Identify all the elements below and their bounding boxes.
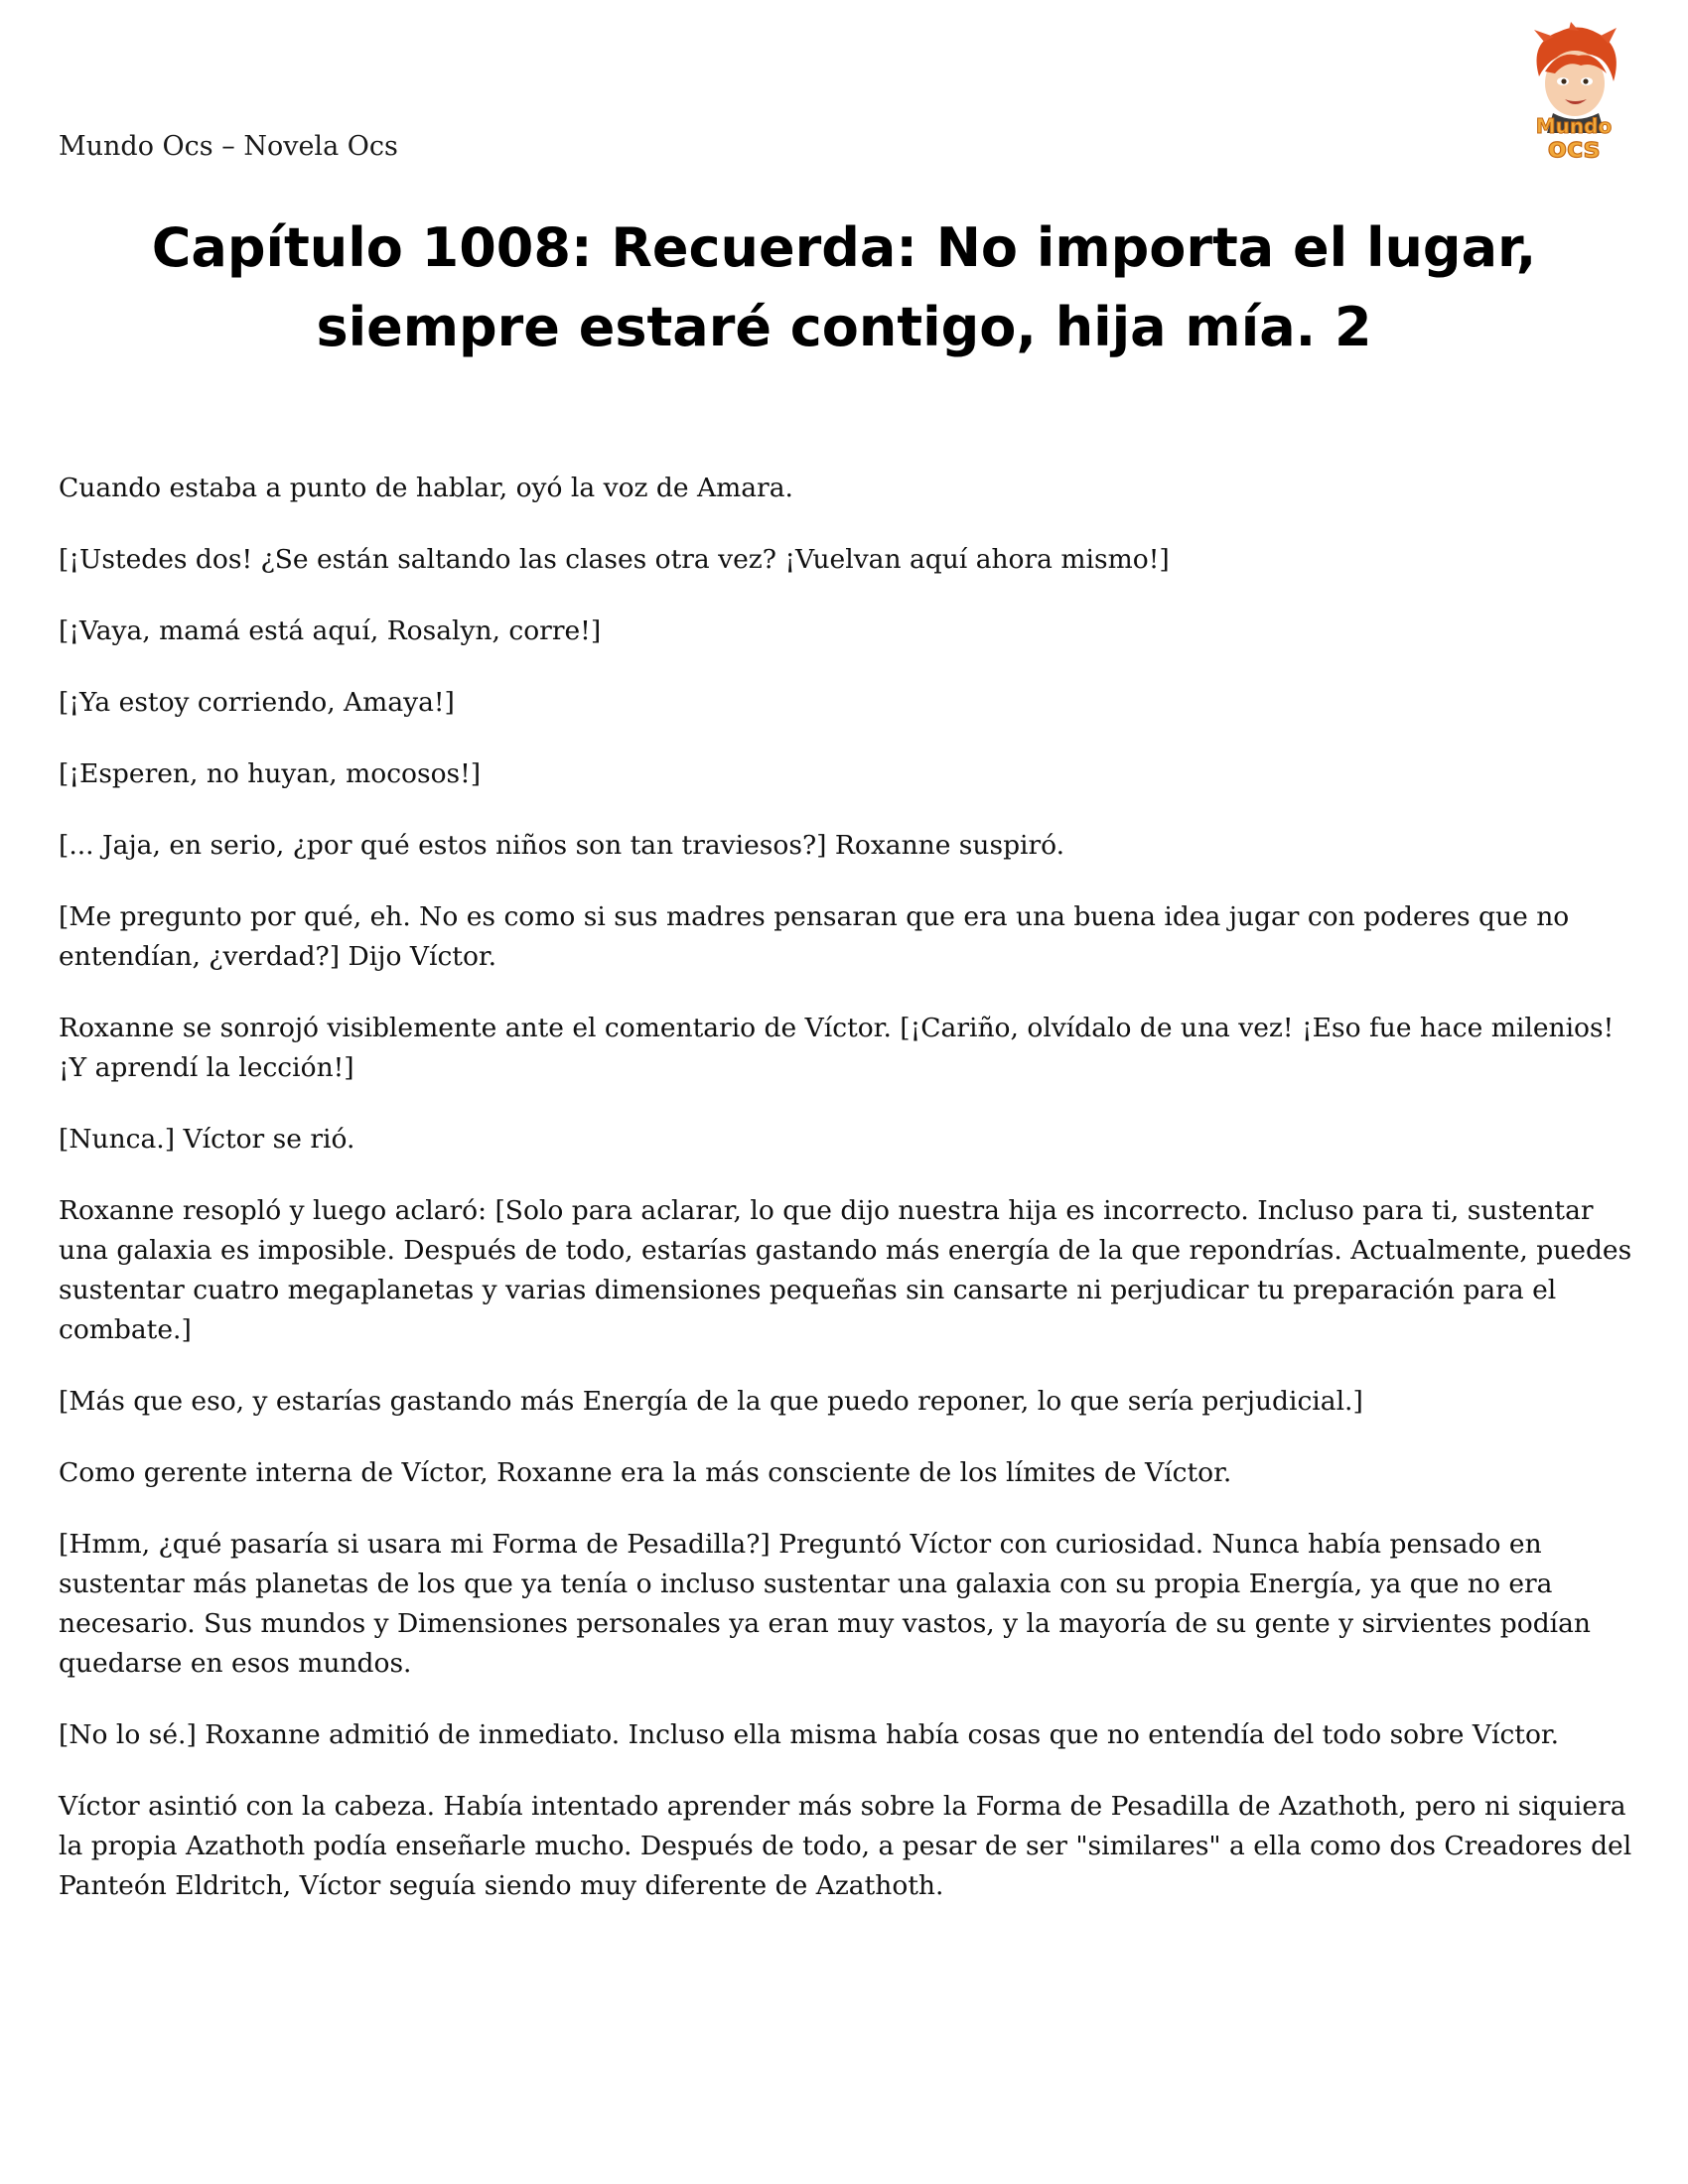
paragraph: [¡Vaya, mamá está aquí, Rosalyn, corre!] (59, 615, 602, 646)
paragraph: Roxanne se sonrojó visiblemente ante el comentario de Víctor. [¡Cariño, olvídalo de una vez! ¡Eso fue hace milenios! ¡Y aprendí la lección!] (59, 1013, 1615, 1083)
paragraph: [¡Esperen, no huyan, mocosos!] (59, 758, 482, 789)
mascot-logo-icon (1509, 22, 1638, 161)
paragraph: [... Jaja, en serio, ¿por qué estos niños son tan traviesos?] Roxanne suspiró. (59, 830, 1065, 861)
paragraph: [No lo sé.] Roxanne admitió de inmediato. Incluso ella misma había cosas que no entendía del todo sobre Víctor. (59, 1719, 1560, 1750)
paragraph: Víctor asintió con la cabeza. Había intentado aprender más sobre la Forma de Pesadilla de Azathoth, pero ni siquiera la propia Azathoth podía enseñarle mucho. Después de todo, a pesar de ser "similares" a ella como dos Creadores del Panteón Eldritch, Víctor seguía siendo muy diferente de Azathoth. (59, 1791, 1632, 1901)
paragraph: Como gerente interna de Víctor, Roxanne era la más consciente de los límites de Víctor. (59, 1457, 1232, 1488)
chapter-title-line-1: Capítulo 1008: Recuerda: No importa el lugar, (151, 216, 1537, 279)
paragraph: Roxanne resopló y luego aclaró: [Solo para aclarar, lo que dijo nuestra hija es incorrecto. Incluso para ti, sustentar una galaxia es imposible. Después de todo, estarías gastando más energía de la que repondrías. Actualmente, puedes sustentar cuatro megaplanetas y varias dimensiones pequeñas sin cansarte ni perjudicar tu preparación para el combate.] (59, 1195, 1632, 1345)
chapter-body (59, 469, 1637, 1938)
paragraph: [¡Ya estoy corriendo, Amaya!] (59, 687, 455, 718)
paragraph: Cuando estaba a punto de hablar, oyó la voz de Amara. (59, 473, 793, 503)
site-header: Mundo Ocs – Novela Ocs (59, 131, 398, 162)
paragraph: [Más que eso, y estarías gastando más Energía de la que puedo reponer, lo que sería perjudicial.] (59, 1386, 1363, 1417)
paragraph: [¡Ustedes dos! ¿Se están saltando las clases otra vez? ¡Vuelvan aquí ahora mismo!] (59, 544, 1170, 575)
chapter-title-line-2: siempre estaré contigo, hija mía. 2 (316, 296, 1372, 358)
svg-text:Mundo: Mundo (1535, 114, 1613, 138)
paragraph: [Nunca.] Víctor se rió. (59, 1124, 355, 1155)
svg-text:ocs: ocs (1547, 131, 1601, 161)
chapter-title (79, 208, 1609, 367)
paragraph: [Me pregunto por qué, eh. No es como si sus madres pensaran que era una buena idea jugar con poderes que no entendían, ¿verdad?] Dijo Víctor. (59, 901, 1570, 972)
paragraph: [Hmm, ¿qué pasaría si usara mi Forma de Pesadilla?] Preguntó Víctor con curiosidad. Nunca había pensado en sustentar más planetas de los que ya tenía o incluso sustentar una galaxia con su propia Energía, ya que no era necesario. Sus mundos y Dimensiones personales ya eran muy vastos, y la mayoría de su gente y sirvientes podían quedarse en esos mundos. (59, 1529, 1592, 1679)
